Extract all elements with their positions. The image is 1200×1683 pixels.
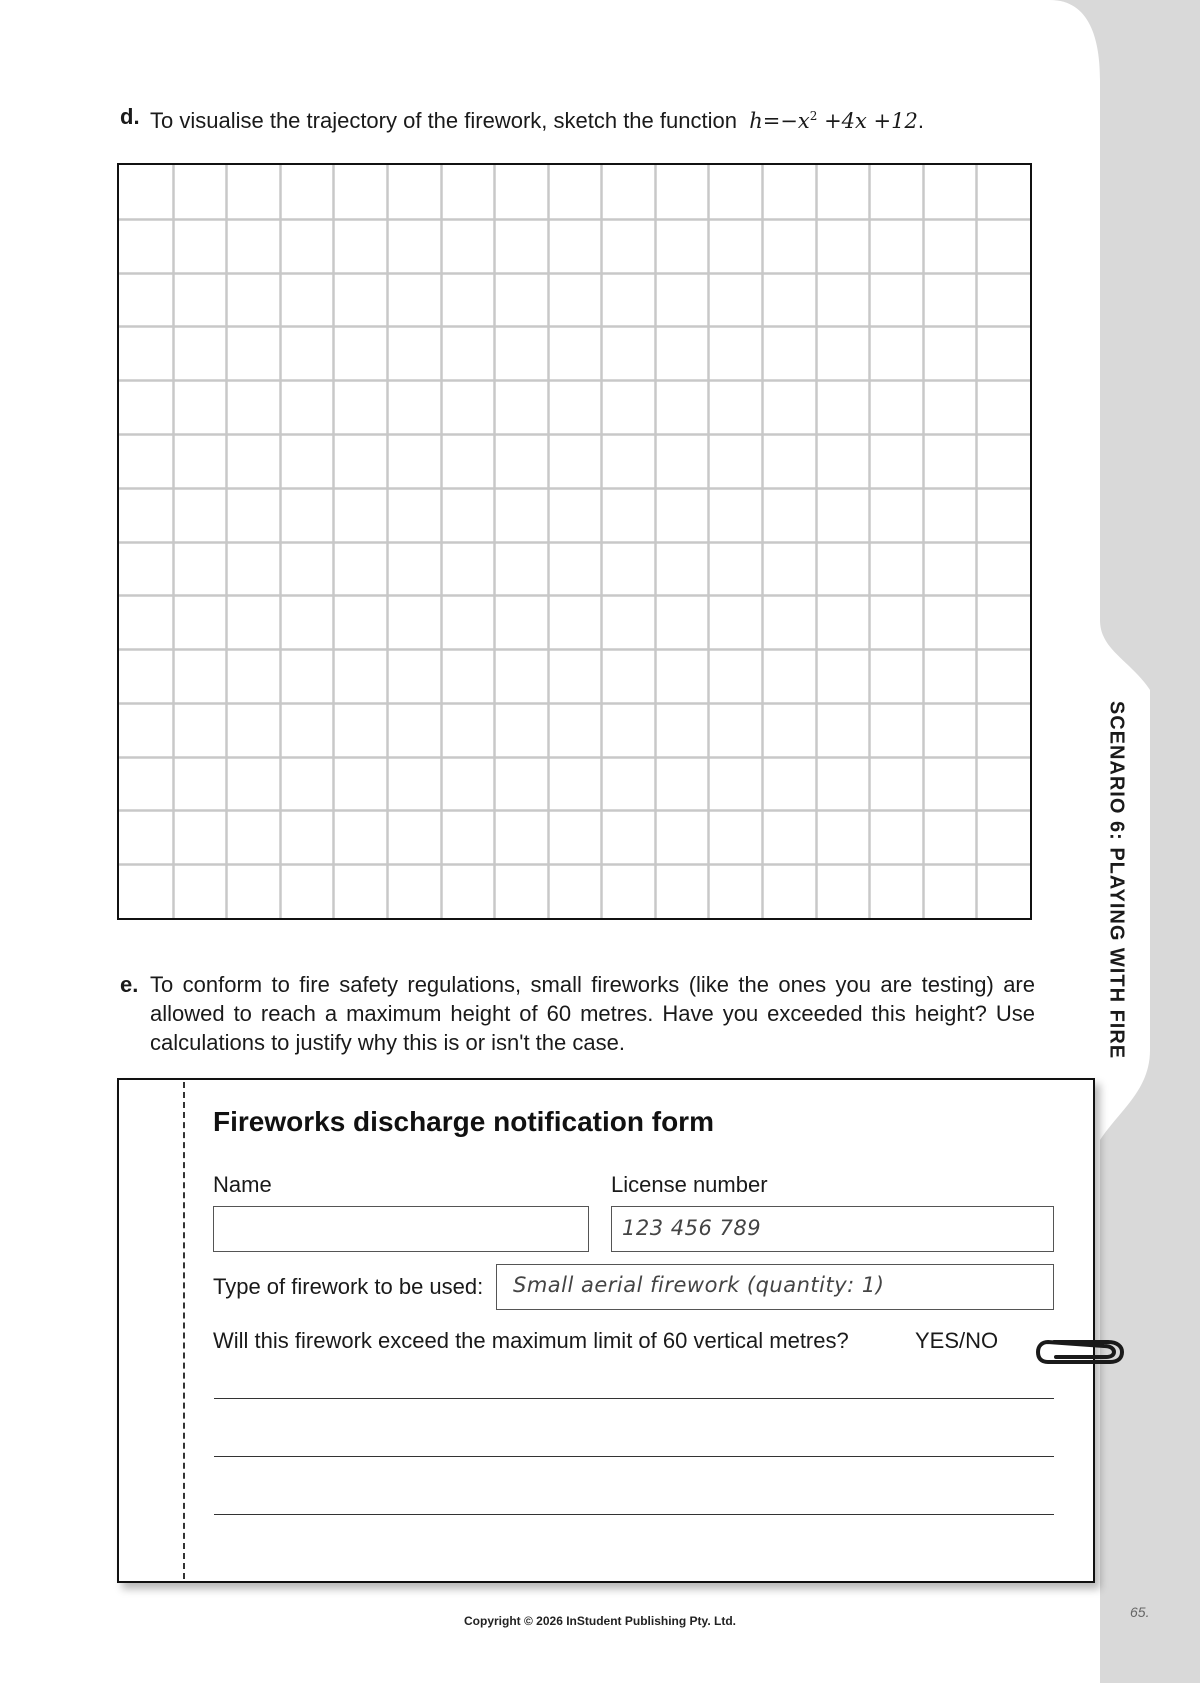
question-d-text-wrap xyxy=(150,102,924,136)
copyright: Copyright © 2026 InStudent Publishing Pty. Ltd. xyxy=(464,1614,736,1628)
question-d-end: . xyxy=(917,108,924,133)
type-label: Type of firework to be used: xyxy=(213,1274,484,1299)
function-rhs: +4x +12 xyxy=(817,109,918,133)
license-field[interactable] xyxy=(611,1206,1054,1252)
question-e-text: To conform to fire safety regulations, small fireworks (like the ones you are testing) are allowed to reach a maximum height of 60 metres. Have you exceeded this height? Use calculations to justify why this is or isn't the case. xyxy=(150,972,1035,1055)
question-e-letter: e. xyxy=(120,972,139,997)
name-field[interactable] xyxy=(213,1206,589,1252)
grid-lines xyxy=(119,165,1030,918)
type-field[interactable] xyxy=(496,1264,1054,1310)
question-d-function xyxy=(749,109,918,133)
form-margin-line xyxy=(183,1082,185,1579)
answer-line-3[interactable] xyxy=(214,1514,1054,1515)
function-exponent: 2 xyxy=(809,109,818,123)
sketch-grid[interactable] xyxy=(117,163,1032,920)
type-value: Small aerial firework (quantity: 1) xyxy=(513,1273,885,1297)
name-label: Name xyxy=(213,1172,272,1197)
answer-line-1[interactable] xyxy=(214,1398,1054,1399)
question-d-letter: d. xyxy=(120,104,140,129)
answer-line-2[interactable] xyxy=(214,1456,1054,1457)
paperclip-icon xyxy=(1034,1334,1126,1370)
question-d-text: To visualise the trajectory of the firework, sketch the function xyxy=(150,108,737,133)
license-label: License number xyxy=(611,1172,768,1197)
yes-no-options[interactable]: YES/NO xyxy=(915,1328,999,1353)
function-lhs: h=−x xyxy=(749,109,810,133)
notification-form xyxy=(117,1078,1095,1583)
side-tab-label: SCENARIO 6: PLAYING WITH FIRE xyxy=(1105,700,1128,1060)
exceed-question: Will this firework exceed the maximum limit of 60 vertical metres? xyxy=(213,1328,849,1353)
form-title: Fireworks discharge notification form xyxy=(213,1106,714,1137)
page-number: 65. xyxy=(1130,1604,1150,1620)
license-value: 123 456 789 xyxy=(622,1216,762,1240)
